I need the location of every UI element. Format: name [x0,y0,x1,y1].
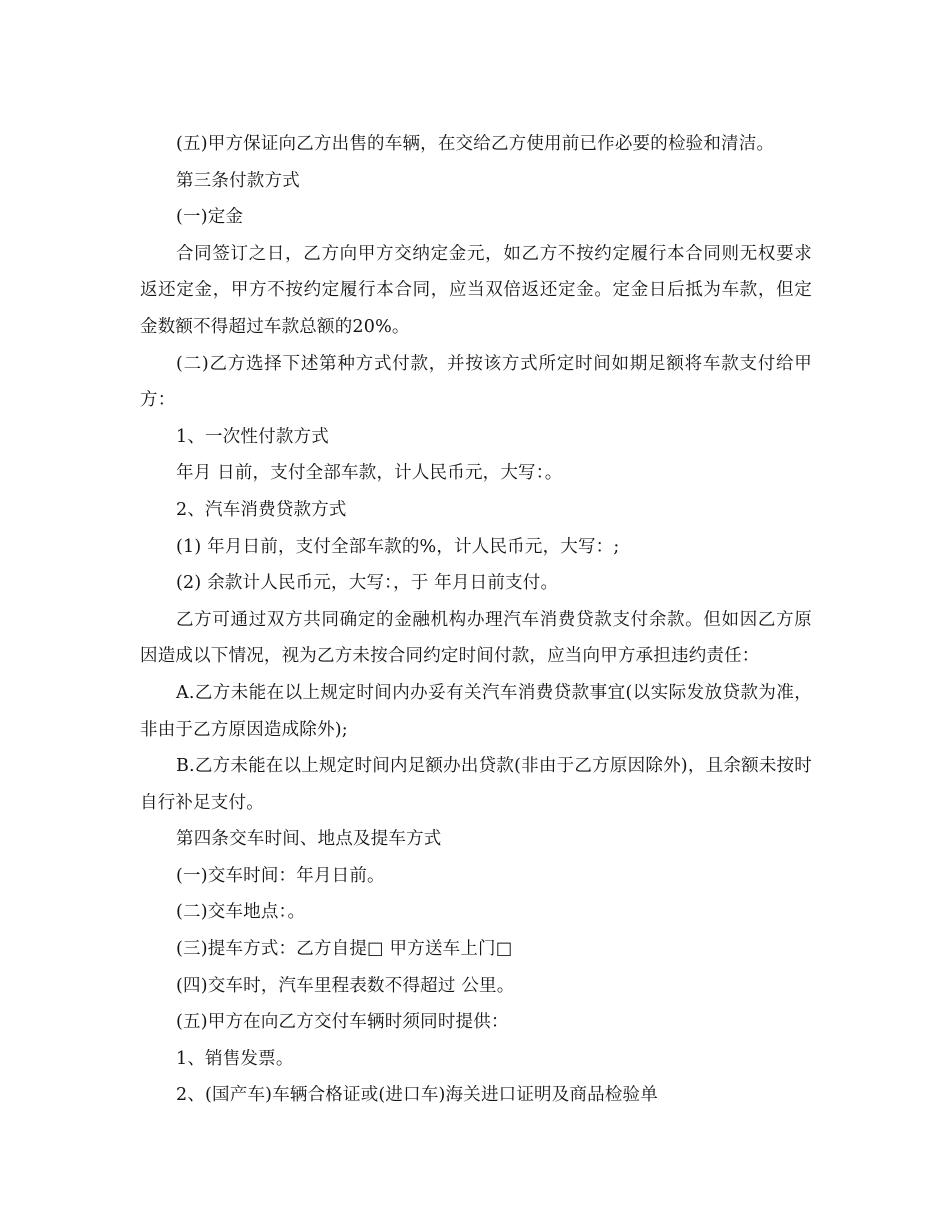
paragraph-loan-balance: (2) 余款计人民币元，大写：，于 年月日前支付。 [176,573,559,594]
paragraph-loan-financing: 乙方可通过双方共同确定的金融机构办理汽车消费贷款支付余款。但如因乙方原因造成以下情况，视为乙方未按合同约定时间付款，应当向甲方承担违约责任： [140,609,812,667]
paragraph-loan-down-payment: (1) 年月日前，支付全部车款的%，计人民币元，大写：; [176,536,620,557]
paragraph-pickup-method: (三)提车方式：乙方自提□ 甲方送车上门□ [176,939,513,960]
paragraph-deposit-terms: 合同签订之日，乙方向甲方交纳定金元，如乙方不按约定履行本合同则无权要求返还定金，甲方不按约定履行本合同，应当双倍返还定金。定金日后抵为车款，但定金数额不得超过车款总额的20%。 [140,243,812,337]
paragraph-condition-a: A.乙方未能在以上规定时间内办妥有关汽车消费贷款事宜(以实际发放贷款为准，非由于乙方原因造成除外); [140,682,812,740]
paragraph-vehicle-inspection: (五)甲方保证向乙方出售的车辆，在交给乙方使用前已作必要的检验和清洁。 [176,134,775,154]
paragraph-delivery-time: (一)交车时间：年月日前。 [176,865,385,886]
document-body [140,126,812,1114]
paragraph-delivery-documents: (五)甲方在向乙方交付车辆时须同时提供： [176,1012,509,1033]
item-certificate-customs: 2、(国产车)车辆合格证或(进口车)海关进口证明及商品检验单 [176,1085,658,1106]
heading-article-4-delivery: 第四条交车时间、地点及提车方式 [176,829,442,850]
paragraph-delivery-location: (二)交车地点：。 [176,902,306,923]
paragraph-lump-sum-terms: 年月 日前，支付全部车款，计人民币元，大写：。 [176,463,563,484]
paragraph-condition-b: B.乙方未能在以上规定时间内足额办出贷款(非由于乙方原因除外)，且余额未按时自行补足支付。 [140,756,812,813]
paragraph-payment-choice: (二)乙方选择下述第种方式付款，并按该方式所定时间如期足额将车款支付给甲方： [140,353,812,411]
item-consumer-loan: 2、汽车消费贷款方式 [176,499,347,520]
subheading-deposit: (一)定金 [176,207,244,228]
paragraph-odometer-limit: (四)交车时，汽车里程表数不得超过 公里。 [176,975,515,996]
heading-article-3-payment: 第三条付款方式 [176,170,300,191]
item-sales-invoice: 1、销售发票。 [176,1048,294,1069]
item-lump-sum-payment: 1、一次性付款方式 [176,426,329,447]
